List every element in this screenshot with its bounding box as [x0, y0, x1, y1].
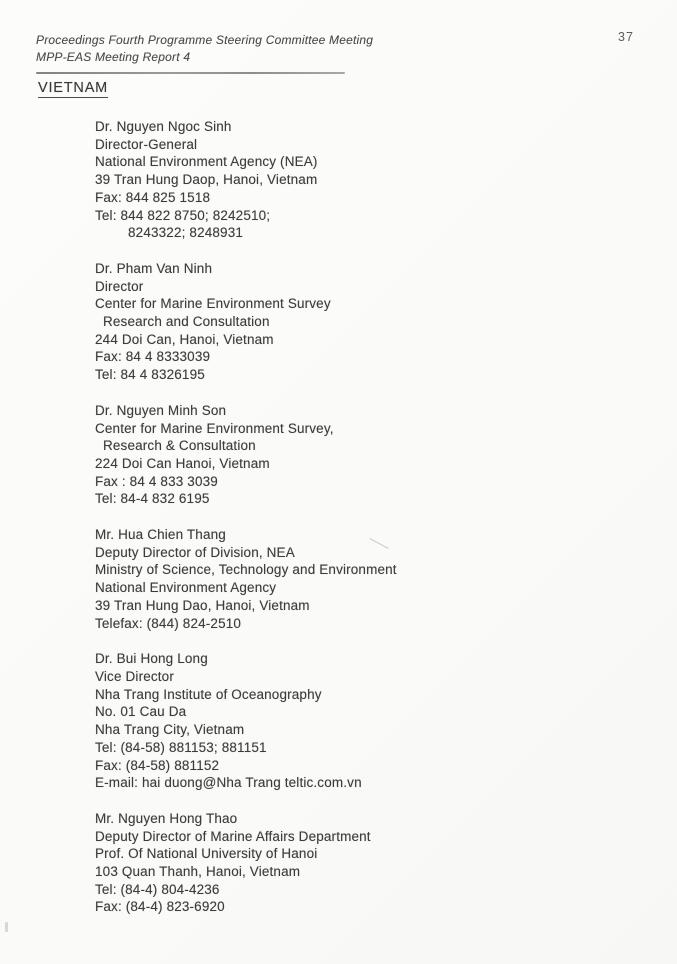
header-rule — [36, 72, 345, 74]
contact-line: 224 Doi Can Hanoi, Vietnam — [95, 455, 270, 471]
page-number: 37 — [618, 30, 634, 44]
contact-line: Mr. Nguyen Hong Thao — [95, 810, 238, 826]
contacts-list — [95, 118, 575, 934]
contact-line: Deputy Director of Division, NEA — [95, 544, 295, 560]
contact-line: Fax : 84 4 833 3039 — [95, 473, 218, 489]
contact-line: E-mail: hai duong@Nha Trang teltic.com.vn — [95, 775, 362, 791]
contact-block — [95, 650, 575, 792]
contact-line: Dr. Nguyen Minh Son — [95, 402, 227, 418]
contact-line: Nha Trang City, Vietnam — [95, 722, 245, 738]
contact-line: National Environment Agency — [95, 580, 277, 596]
contact-block — [95, 118, 575, 242]
contact-block — [95, 810, 575, 916]
contact-line: Ministry of Science, Technology and Environment — [95, 562, 397, 578]
contact-line: Fax: 84 4 8333039 — [95, 349, 211, 365]
contact-line: National Environment Agency (NEA) — [95, 154, 318, 170]
contact-line: Tel: (84-58) 881153; 881151 — [95, 739, 267, 755]
contact-line: Vice Director — [95, 668, 174, 684]
contact-line: Center for Marine Environment Survey — [95, 296, 331, 312]
contact-line: 244 Doi Can, Hanoi, Vietnam — [95, 331, 274, 347]
contact-line: Director — [95, 278, 144, 294]
header-line-1: Proceedings Fourth Programme Steering Committee Meeting — [36, 33, 374, 47]
contact-line: Director-General — [95, 136, 198, 152]
contact-block — [95, 526, 575, 632]
contact-line: Dr. Pham Van Ninh — [95, 260, 213, 276]
contact-line: Tel: 84-4 832 6195 — [95, 491, 210, 507]
contact-line: 8243322; 8248931 — [128, 225, 244, 241]
contact-line: Dr. Bui Hong Long — [95, 651, 208, 667]
contact-line: Deputy Director of Marine Affairs Department — [95, 828, 371, 844]
contact-line: No. 01 Cau Da — [95, 704, 187, 720]
contact-block — [95, 402, 575, 508]
contact-line: Prof. Of National University of Hanoi — [95, 846, 318, 862]
contact-line: Center for Marine Environment Survey, — [95, 420, 334, 436]
section-title: VIETNAM — [38, 80, 109, 96]
contact-line: 39 Tran Hung Daop, Hanoi, Vietnam — [95, 172, 318, 188]
contact-line: Research & Consultation — [103, 438, 256, 454]
contact-line: Nha Trang Institute of Oceanography — [95, 686, 322, 702]
header-line-2: MPP-EAS Meeting Report 4 — [36, 50, 191, 64]
contact-block — [95, 260, 575, 384]
contact-line: Fax: (84-4) 823-6920 — [95, 899, 225, 915]
contact-line: Fax: (84-58) 881152 — [95, 757, 220, 773]
contact-line: 103 Quan Thanh, Hanoi, Vietnam — [95, 864, 301, 880]
contact-line: Mr. Hua Chien Thang — [95, 527, 226, 543]
document-header — [36, 32, 373, 66]
contact-line: Dr. Nguyen Ngoc Sinh — [95, 119, 232, 134]
contact-line: Tel: 84 4 8326195 — [95, 367, 205, 383]
contact-line: Telefax: (844) 824-2510 — [95, 615, 242, 631]
contact-line: Tel: (84-4) 804-4236 — [95, 881, 220, 897]
contact-line: Fax: 844 825 1518 — [95, 189, 211, 205]
contact-line: 39 Tran Hung Dao, Hanoi, Vietnam — [95, 597, 310, 613]
contact-line: Research and Consultation — [103, 314, 270, 330]
scan-artifact-edge — [5, 922, 8, 932]
contact-line: Tel: 844 822 8750; 8242510; — [95, 207, 271, 223]
